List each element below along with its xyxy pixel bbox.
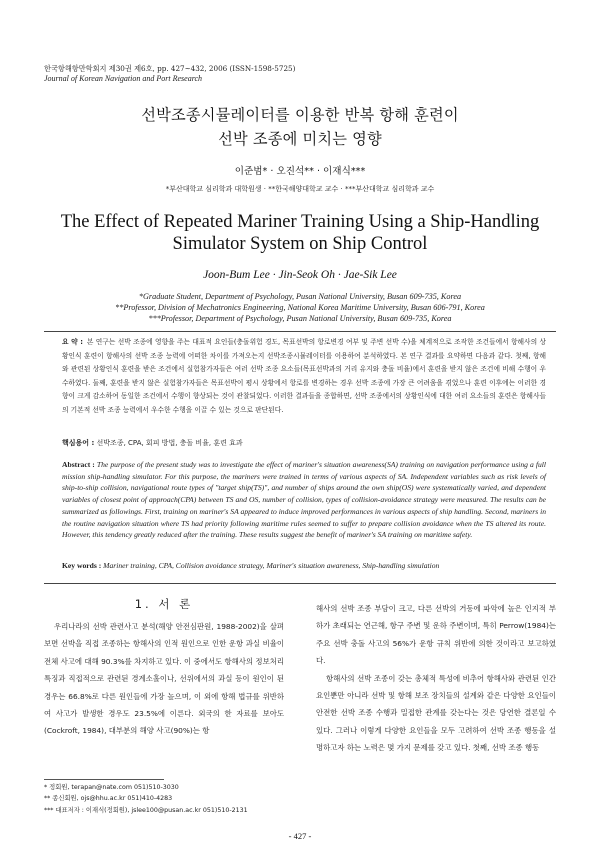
- affiliation-ko: *부산대학교 심리학과 대학원생 · **한국해양대학교 교수 · ***부산대학교 심리학과 교수: [165, 185, 435, 193]
- keywords-ko-label: 핵심용어 :: [62, 439, 95, 447]
- abstract-ko-label: 요 약 :: [62, 338, 83, 346]
- keywords-en-text: Mariner training, CPA, Collision avoidance strategy, Mariner's situation awareness, Ship-handling simulation: [103, 561, 440, 570]
- abstract-en-text: The purpose of the present study was to investigate the effect of mariner's situation awareness(SA) training on navigation performance using a full mission ship-handling simulator. For this purpose, the mariners were trained in terms of various aspects of SA. Independent variables such as risk levels of ship-to-ship collision, navigational route types of "target ship(TS)", and number of ships around the own ship(OS) were systematically varied, and dependent variables of closest point of approach(CPA) between TS and OS, number of collision, types of collision-avoidance strategy were measured. The results can be summarized as followings. First, training on mariner's SA appeared to induce improved performances in various aspects of ship handling. Second, mariners in the routine navigation situation where TS had priority following maritime rules seemed to suffer to prepare collision avoidance when the TS altered its route. However, this tendency greatly reduced after the training. These results suggest the benefit of mariner's SA training on maritime safety.: [62, 460, 547, 540]
- keywords-en-label: Key words :: [62, 561, 102, 570]
- divider-bottom: [44, 583, 556, 584]
- keywords-ko-text: 선박조종, CPA, 회피 방법, 충돌 비율, 훈련 효과: [96, 439, 243, 447]
- title-ko-line2: 선박 조종에 미치는 영향: [218, 130, 382, 148]
- journal-header: [44, 64, 295, 84]
- page-number: - 427 -: [288, 831, 312, 841]
- authors-en: Joon-Bum Lee · Jin-Seok Oh · Jae-Sik Lee: [203, 269, 397, 281]
- title-en-line2: Simulator System on Ship Control: [172, 234, 428, 254]
- keywords-en: [62, 561, 546, 570]
- body-paragraph: 항해사의 선박 조종이 갖는 총체적 특성에 비추어 항해사와 관련된 인간 요인뿐만 아니라 선박 및 항해 보조 장치들의 설계와 같은 다양한 요인들이 안전한 선박 조종 수행과 밀접한 관계를 갖는다는 것은 당연한 결론일 수 있다. 그러나 이렇게 다양한 요인들을 모두 고려하여 선박 조종 행동을 설명하고자 하는 노력은 몇 가지 문제를 갖고 있다. 첫째, 선박 조종 행동: [316, 673, 556, 753]
- journal-citation: 한국항해항만학회지 제30권 제6호, pp. 427~432, 2006 (ISSN-1598-5725): [44, 64, 296, 73]
- affiliation-en-1: *Graduate Student, Department of Psychology, Pusan National University, Busan 609-735, Korea: [138, 292, 462, 301]
- affiliation-en-2: **Professor, Division of Mechatronics Engineering, National Korea Maritime University, Busan 606-791, Korea: [115, 303, 485, 312]
- footnote-3: *** 대표저자 : 이재식(정회원), jslee100@pusan.ac.kr 051)510-2131: [44, 806, 248, 814]
- body-paragraph: 우리나라의 선박 관련사고 분석(해양 안전심판원, 1988-2002)을 살펴보면 선박을 직접 조종하는 항해사의 인적 원인으로 인한 운항 과실 비율이 전체 사고에 대해 90.3%를 차지하고 있다. 이 중에서도 항해사의 정보처리 특징과 직접적으로 관련된 경계소홀이나, 선위에서의 과실 등이 원인이 된 경우는 66.8%로 다른 원인들에 가장 높으며, 이 외에 항해 법규를 위반하여 사고가 발생한 경우도 23.5%에 이른다. 외국의 한 자료를 보아도(Cockroft, 1984), 대부분의 해양 사고(90%)는 항: [44, 622, 284, 736]
- divider-top: [44, 331, 556, 332]
- body-column-right: [316, 600, 556, 757]
- abstract-en-label: Abstract :: [62, 460, 95, 469]
- authors-ko: 이준범* · 오진석** · 이재식***: [234, 166, 366, 177]
- abstract-en: [62, 459, 546, 541]
- abstract-ko-text: 본 연구는 선박 조종에 영향을 주는 대표적 요인들(충돌위험 경도, 목표선박의 항로변경 여부 및 주변 선박 수)을 체계적으로 조작한 조건들에서 항해사의 상황인식 훈련이 항해사의 선박 조종 능력에 어떠한 차이를 가져오는지 선박조종시뮬레이터를 이용하여 분석하였다. 본 연구 결과를 요약하면 다음과 같다. 첫째, 항해와 관련된 상황인식 훈련을 받은 조건에서 실험참가자들은 여러 선박 조종 요소들(목표선박과의 거리 유지와 충돌 비율)에서 훈련을 받지 않은 조건에 비해 수행이 우수하였다. 둘째, 훈련을 받지 않은 실험참가자들은 목표선박이 평시 상황에서 항로를 변경하는 경우 선박 조종에 가장 큰 어려움을 겪었으나 훈련 이후에는 이러한 경향이 크게 감소하여 동일한 조건에서 수행이 향상되는 것이 관찰되었다. 이러한 결과들을 종합하면, 선박 조종에서의 상황인식에 대한 여러 요소들의 훈련은 항해사들의 기본적 선박 조종 능력에서 우수한 수행을 이끌 수 있는 것으로 판단된다.: [62, 338, 546, 414]
- title-en-line1: The Effect of Repeated Mariner Training Using a Ship-Handling: [60, 212, 540, 232]
- footnotes: [44, 782, 304, 816]
- body-column-left: [44, 596, 284, 740]
- section-heading: 1. 서 론: [134, 597, 194, 611]
- abstract-ko: [62, 336, 546, 418]
- footnote-rule: [44, 779, 164, 780]
- body-paragraph: 해사의 선박 조종 부담이 크고, 다른 선박의 거동에 파악에 높은 인지적 부하가 초래되는 연근해, 항구 주변 및 운하 주변이며, 특히 Perrow(1984)는 주요 선박 충돌 사고의 56%가 운항 규칙 위반에 의한 것이라고 보고하였다.: [316, 604, 556, 666]
- affiliation-en-3: ***Professor, Department of Psychology, Pusan National University, Busan 609-735, Korea: [148, 314, 452, 323]
- keywords-ko: [62, 438, 546, 448]
- footnote-1: * 정회원, terapan@nate.com 051)510-3030: [44, 784, 179, 791]
- title-ko-line1: 선박조종시뮬레이터를 이용한 반복 항해 훈련이: [141, 106, 459, 124]
- journal-name-en: Journal of Korean Navigation and Port Research: [44, 74, 203, 83]
- footnote-2: ** 종신회원, ojs@hhu.ac.kr 051)410-4283: [44, 795, 173, 803]
